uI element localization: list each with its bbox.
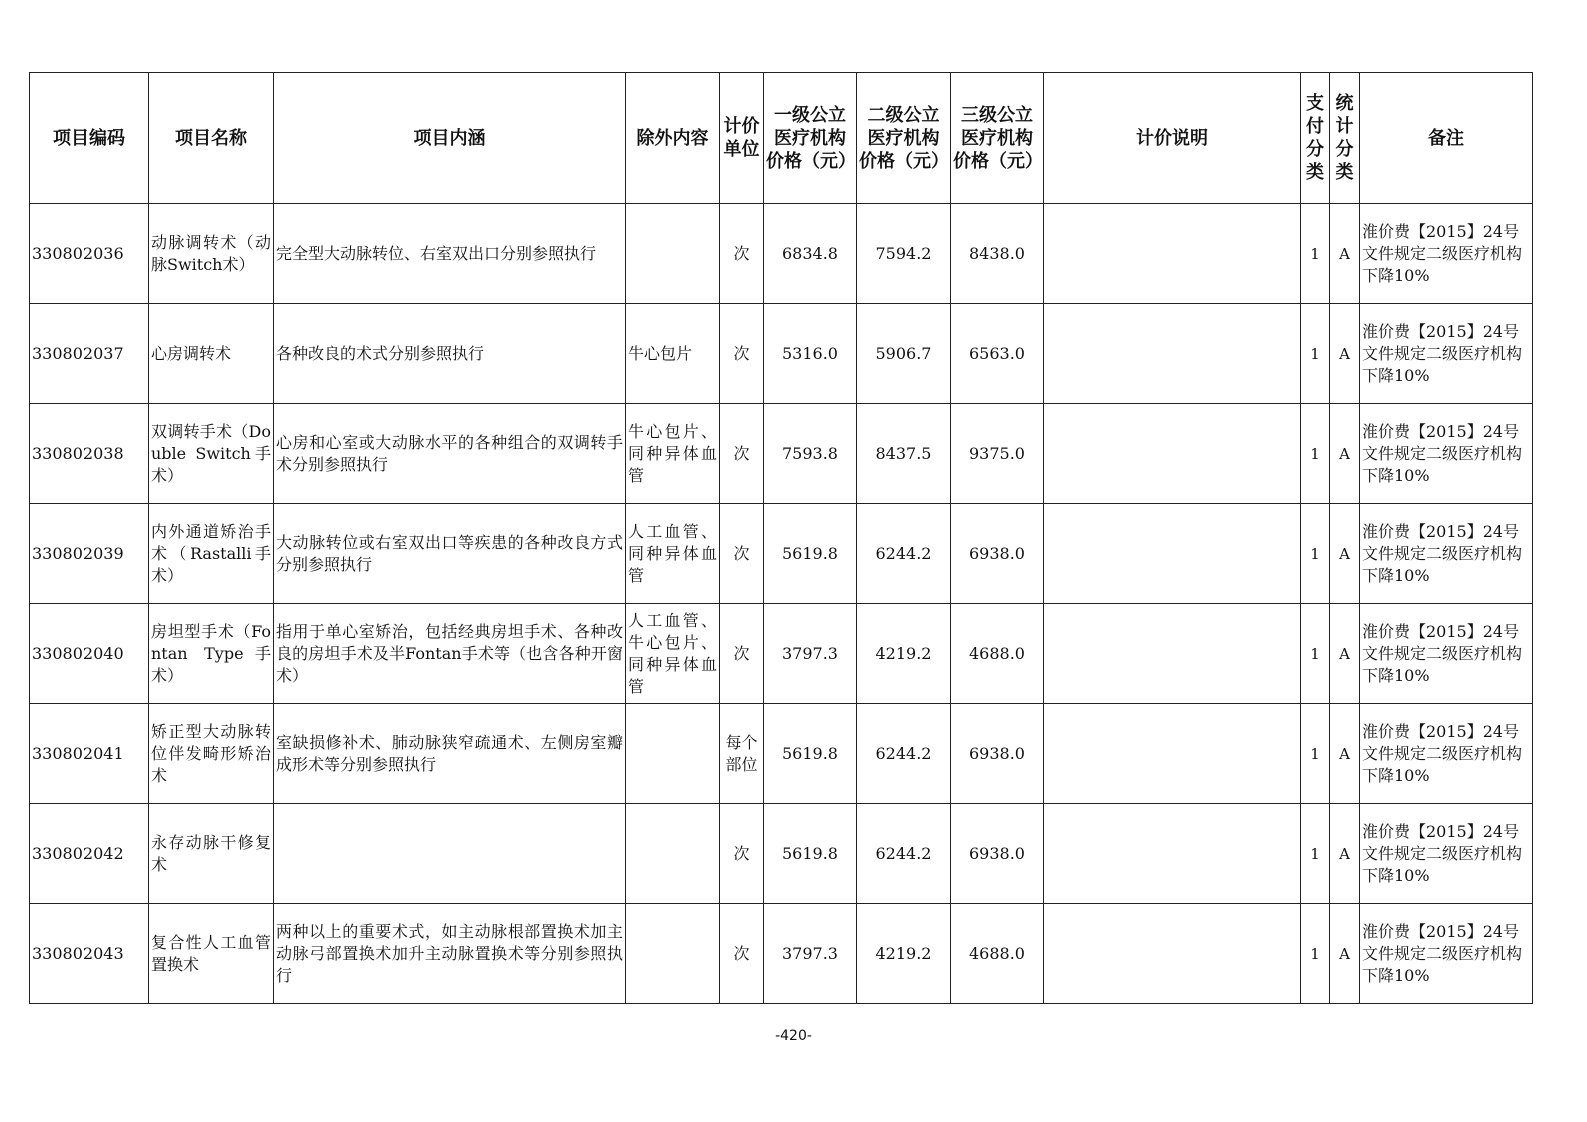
cell-name: 矫正型大动脉转位伴发畸形矫治术 (149, 704, 274, 804)
cell-price-level3: 6938.0 (951, 704, 1044, 804)
cell-unit: 次 (720, 504, 764, 604)
price-table (29, 72, 1533, 1004)
cell-price-level3: 6563.0 (951, 304, 1044, 404)
cell-content: 指用于单心室矫治，包括经典房坦手术、各种改良的房坦手术及半Fontan手术等（也含各种开窗术） (274, 604, 626, 704)
table-row (30, 204, 1533, 304)
cell-code: 330802043 (30, 904, 149, 1004)
cell-content (274, 804, 626, 904)
cell-price-level3: 4688.0 (951, 604, 1044, 704)
cell-name: 房坦型手术（Fontan Type手术） (149, 604, 274, 704)
header-code: 项目编码 (30, 73, 149, 204)
cell-name: 复合性人工血管置换术 (149, 904, 274, 1004)
cell-pricing-notes (1044, 504, 1301, 604)
header-name: 项目名称 (149, 73, 274, 204)
cell-remarks: 淮价费【2015】24号文件规定二级医疗机构下降10% (1360, 204, 1533, 304)
table-row (30, 304, 1533, 404)
cell-code: 330802037 (30, 304, 149, 404)
cell-price-level3: 8438.0 (951, 204, 1044, 304)
cell-price-level2: 6244.2 (857, 504, 951, 604)
table-row (30, 704, 1533, 804)
cell-price-level2: 5906.7 (857, 304, 951, 404)
cell-price-level1: 5619.8 (764, 504, 857, 604)
cell-remarks: 淮价费【2015】24号文件规定二级医疗机构下降10% (1360, 504, 1533, 604)
cell-payment-category: 1 (1301, 404, 1330, 504)
cell-payment-category: 1 (1301, 704, 1330, 804)
cell-code: 330802036 (30, 204, 149, 304)
table-row (30, 504, 1533, 604)
cell-name: 动脉调转术（动脉Switch术） (149, 204, 274, 304)
cell-name: 双调转手术（Double Switch手术） (149, 404, 274, 504)
table-body (30, 204, 1533, 1004)
cell-name: 内外通道矫治手术（Rastalli手术） (149, 504, 274, 604)
cell-price-level3: 9375.0 (951, 404, 1044, 504)
cell-price-level2: 6244.2 (857, 704, 951, 804)
cell-code: 330802042 (30, 804, 149, 904)
header-unit: 计价单位 (720, 73, 764, 204)
cell-price-level3: 4688.0 (951, 904, 1044, 1004)
cell-payment-category: 1 (1301, 504, 1330, 604)
cell-remarks: 淮价费【2015】24号文件规定二级医疗机构下降10% (1360, 804, 1533, 904)
cell-unit: 次 (720, 804, 764, 904)
cell-exclusions (626, 704, 720, 804)
cell-price-level1: 3797.3 (764, 904, 857, 1004)
cell-content: 各种改良的术式分别参照执行 (274, 304, 626, 404)
cell-content: 心房和心室或大动脉水平的各种组合的双调转手术分别参照执行 (274, 404, 626, 504)
cell-content: 大动脉转位或右室双出口等疾患的各种改良方式分别参照执行 (274, 504, 626, 604)
cell-price-level1: 5316.0 (764, 304, 857, 404)
cell-payment-category: 1 (1301, 604, 1330, 704)
cell-unit: 次 (720, 604, 764, 704)
cell-price-level1: 7593.8 (764, 404, 857, 504)
cell-price-level2: 4219.2 (857, 904, 951, 1004)
cell-pricing-notes (1044, 704, 1301, 804)
header-payment-category: 支付分类 (1301, 73, 1330, 204)
cell-pricing-notes (1044, 604, 1301, 704)
cell-exclusions (626, 904, 720, 1004)
cell-remarks: 淮价费【2015】24号文件规定二级医疗机构下降10% (1360, 704, 1533, 804)
cell-stat-category: A (1330, 304, 1360, 404)
table-row (30, 804, 1533, 904)
cell-stat-category: A (1330, 904, 1360, 1004)
header-pricing-notes: 计价说明 (1044, 73, 1301, 204)
cell-price-level3: 6938.0 (951, 804, 1044, 904)
cell-pricing-notes (1044, 804, 1301, 904)
cell-content: 两种以上的重要术式，如主动脉根部置换术加主动脉弓部置换术加升主动脉置换术等分别参照执行 (274, 904, 626, 1004)
header-row (30, 73, 1533, 204)
cell-exclusions: 人工血管、同种异体血管 (626, 504, 720, 604)
cell-price-level1: 6834.8 (764, 204, 857, 304)
cell-price-level1: 5619.8 (764, 804, 857, 904)
cell-stat-category: A (1330, 504, 1360, 604)
cell-price-level2: 8437.5 (857, 404, 951, 504)
cell-stat-category: A (1330, 404, 1360, 504)
header-price-level1: 一级公立医疗机构价格（元） (764, 73, 857, 204)
header-stat-category: 统计分类 (1330, 73, 1360, 204)
cell-stat-category: A (1330, 604, 1360, 704)
cell-payment-category: 1 (1301, 804, 1330, 904)
cell-unit: 次 (720, 204, 764, 304)
cell-stat-category: A (1330, 804, 1360, 904)
cell-pricing-notes (1044, 404, 1301, 504)
header-content: 项目内涵 (274, 73, 626, 204)
cell-exclusions (626, 804, 720, 904)
cell-unit: 次 (720, 304, 764, 404)
header-exclusions: 除外内容 (626, 73, 720, 204)
page-number: -420- (775, 1028, 812, 1044)
cell-payment-category: 1 (1301, 904, 1330, 1004)
table-row (30, 404, 1533, 504)
cell-code: 330802041 (30, 704, 149, 804)
cell-unit: 次 (720, 904, 764, 1004)
cell-pricing-notes (1044, 904, 1301, 1004)
cell-code: 330802039 (30, 504, 149, 604)
cell-content: 完全型大动脉转位、右室双出口分别参照执行 (274, 204, 626, 304)
table-row (30, 604, 1533, 704)
header-price-level3: 三级公立医疗机构价格（元） (951, 73, 1044, 204)
cell-pricing-notes (1044, 204, 1301, 304)
table-row (30, 904, 1533, 1004)
cell-remarks: 淮价费【2015】24号文件规定二级医疗机构下降10% (1360, 604, 1533, 704)
cell-price-level3: 6938.0 (951, 504, 1044, 604)
cell-payment-category: 1 (1301, 204, 1330, 304)
header-price-level2: 二级公立医疗机构价格（元） (857, 73, 951, 204)
cell-name: 永存动脉干修复术 (149, 804, 274, 904)
cell-remarks: 淮价费【2015】24号文件规定二级医疗机构下降10% (1360, 304, 1533, 404)
cell-stat-category: A (1330, 704, 1360, 804)
cell-unit: 次 (720, 404, 764, 504)
cell-unit: 每个部位 (720, 704, 764, 804)
cell-code: 330802038 (30, 404, 149, 504)
cell-price-level1: 3797.3 (764, 604, 857, 704)
cell-remarks: 淮价费【2015】24号文件规定二级医疗机构下降10% (1360, 404, 1533, 504)
cell-exclusions (626, 204, 720, 304)
cell-price-level2: 7594.2 (857, 204, 951, 304)
cell-payment-category: 1 (1301, 304, 1330, 404)
header-remarks: 备注 (1360, 73, 1533, 204)
cell-stat-category: A (1330, 204, 1360, 304)
cell-exclusions: 牛心包片、同种异体血管 (626, 404, 720, 504)
cell-name: 心房调转术 (149, 304, 274, 404)
cell-remarks: 淮价费【2015】24号文件规定二级医疗机构下降10% (1360, 904, 1533, 1004)
cell-content: 室缺损修补术、肺动脉狭窄疏通术、左侧房室瓣成形术等分别参照执行 (274, 704, 626, 804)
cell-price-level1: 5619.8 (764, 704, 857, 804)
cell-code: 330802040 (30, 604, 149, 704)
cell-exclusions: 牛心包片 (626, 304, 720, 404)
cell-exclusions: 人工血管、牛心包片、同种异体血管 (626, 604, 720, 704)
cell-price-level2: 6244.2 (857, 804, 951, 904)
cell-price-level2: 4219.2 (857, 604, 951, 704)
cell-pricing-notes (1044, 304, 1301, 404)
